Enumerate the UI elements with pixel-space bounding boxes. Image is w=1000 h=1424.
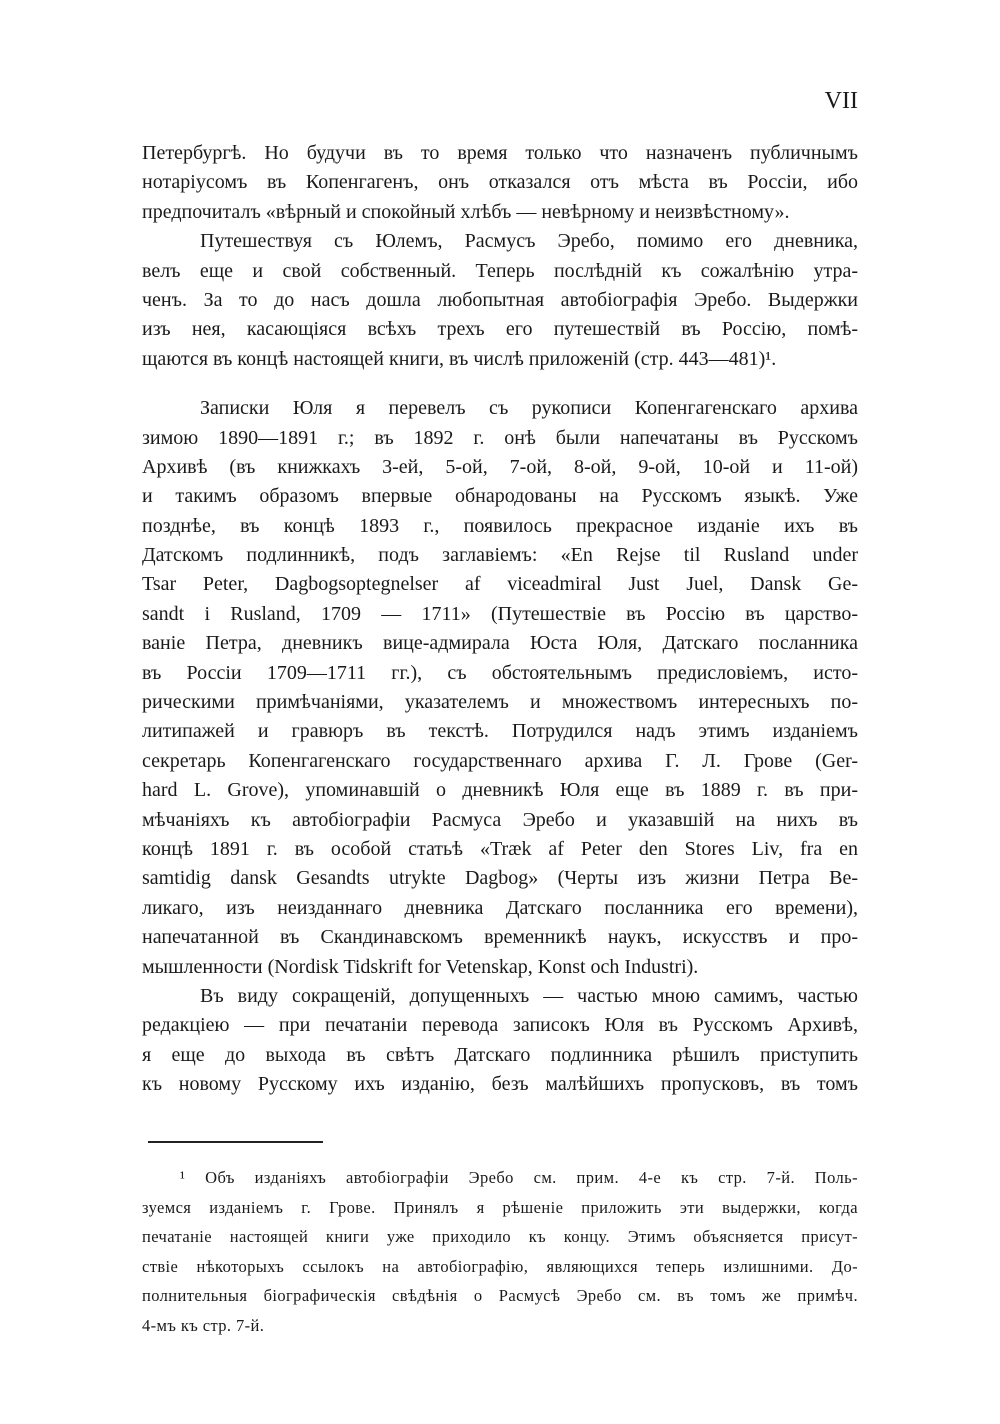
text-line: мѣчаніяхъ къ автобіографіи Расмуса Эребо и указавшій на нихъ въ [142, 808, 858, 831]
text-line: напечатанной въ Скандинавскомъ временникѣ наукъ, искусствъ и про- [142, 926, 858, 949]
footnotes [142, 1163, 858, 1341]
text-line: концѣ 1891 г. въ особой статьѣ «Træk af Peter den Stores Liv, fra en [142, 837, 858, 860]
text-line: въ Россіи 1709—1711 гг.), съ обстоятельнымъ предисловіемъ, исто- [142, 661, 858, 684]
text-line: нотаріусомъ въ Копенгагенъ, онъ отказался отъ мѣста въ Россіи, ибо [142, 171, 858, 194]
text-line: hard L. Grove), упоминавшій о дневникѣ Юля еще въ 1889 г. въ при- [142, 779, 858, 802]
paragraph [142, 227, 858, 374]
text-line: Архивѣ (въ книжкахъ 3-ей, 5-ой, 7-ой, 8-ой, 9-ой, 10-ой и 11-ой) [142, 455, 858, 478]
footnote-line: полнительныя біографическія свѣдѣнія о Расмусѣ Эребо см. въ томъ же примѣч. [142, 1286, 858, 1306]
text-line: Датскомъ подлинникѣ, подъ заглавіемъ: «En Rejse til Rusland under [142, 544, 858, 567]
text-line: предпочиталъ «вѣрный и спокойный хлѣбъ — невѣрному и неизвѣстному». [142, 200, 790, 223]
text-line: литипажей и гравюръ въ текстѣ. Потрудился надъ этимъ изданіемъ [142, 720, 858, 743]
text-line: секретарь Копенгагенскаго государственнаго архива Г. Л. Грове (Ger- [142, 749, 858, 772]
text-line: я еще до выхода въ свѣтъ Датскаго подлинника рѣшилъ приступить [142, 1043, 858, 1066]
paragraph [142, 139, 858, 227]
text-line: Петербургѣ. Но будучи въ то время только что назначенъ публичнымъ [142, 142, 858, 164]
text-line: Въ виду сокращеній, допущенныхъ — частью мною самимъ, частью [200, 984, 858, 1007]
text-line: изъ нея, касающіяся всѣхъ трехъ его путешествій въ Россію, помѣ- [142, 318, 858, 341]
text-line: велъ еще и свой собственный. Теперь послѣдній къ сожалѣнію утра- [142, 259, 858, 282]
text-line: ликаго, изъ неизданнаго дневника Датскаго посланника его времени), [142, 896, 858, 919]
body-text [142, 139, 858, 1100]
paragraph [142, 982, 858, 1100]
footnote-line: зуемся изданіемъ г. Грове. Принялъ я рѣшеніе приложить эти выдержки, когда [142, 1197, 858, 1217]
footnote-separator [148, 1141, 323, 1143]
text-line: позднѣе, въ концѣ 1893 г., появилось прекрасное изданіе ихъ въ [142, 514, 858, 537]
paragraph [142, 394, 858, 982]
text-line: зимою 1890—1891 г.; въ 1892 г. онѣ были напечатаны въ Русскомъ [142, 426, 858, 449]
footnote-line: 4-мъ къ стр. 7-й. [142, 1315, 265, 1335]
text-line: ченъ. За то до насъ дошла любопытная автобіографія Эребо. Выдержки [142, 288, 858, 311]
text-line: Записки Юля я перевелъ съ рукописи Копенгагенскаго архива [200, 397, 858, 420]
text-line: Путешествуя съ Юлемъ, Расмусъ Эребо, помимо его дневника, [200, 230, 858, 253]
footnote-line: печатаніе настоящей книги уже приходило къ концу. Этимъ объясняется присут- [142, 1227, 858, 1247]
text-line: къ новому Русскому ихъ изданію, безъ малѣйшихъ пропусковъ, въ томъ [142, 1073, 858, 1096]
text-line: редакціею — при печатаніи перевода записокъ Юля въ Русскомъ Архивѣ, [142, 1014, 858, 1037]
footnote-line: ствіе нѣкоторыхъ ссылокъ на автобіографію, являющихся теперь излишними. До- [142, 1256, 858, 1276]
text-line: samtidig dansk Gesandts utrykte Dagbog» (Черты изъ жизни Петра Ве- [142, 867, 858, 890]
footnote-line: ¹ Объ изданіяхъ автобіографіи Эребо см. прим. 4-е къ стр. 7-й. Поль- [180, 1168, 858, 1187]
text-line: sandt i Rusland, 1709 — 1711» (Путешествіе въ Россію въ царство- [142, 602, 858, 625]
text-line: мышленности (Nordisk Tidskrift for Vetenskap, Konst och Industri). [142, 955, 699, 978]
page-number: VII [824, 88, 858, 114]
text-line: ваніе Петра, дневникъ вице-адмирала Юста Юля, Датскаго посланника [142, 632, 858, 655]
text-line: Tsar Peter, Dagbogsoptegnelser af viceadmiral Just Juel, Dansk Ge- [142, 573, 858, 596]
text-line: и такимъ образомъ впервые обнародованы на Русскомъ языкѣ. Уже [142, 485, 858, 508]
text-line: рическими примѣчаніями, указателемъ и множествомъ интересныхъ по- [142, 691, 858, 714]
text-line: щаются въ концѣ настоящей книги, въ числѣ приложеній (стр. 443—481)¹. [142, 347, 777, 370]
